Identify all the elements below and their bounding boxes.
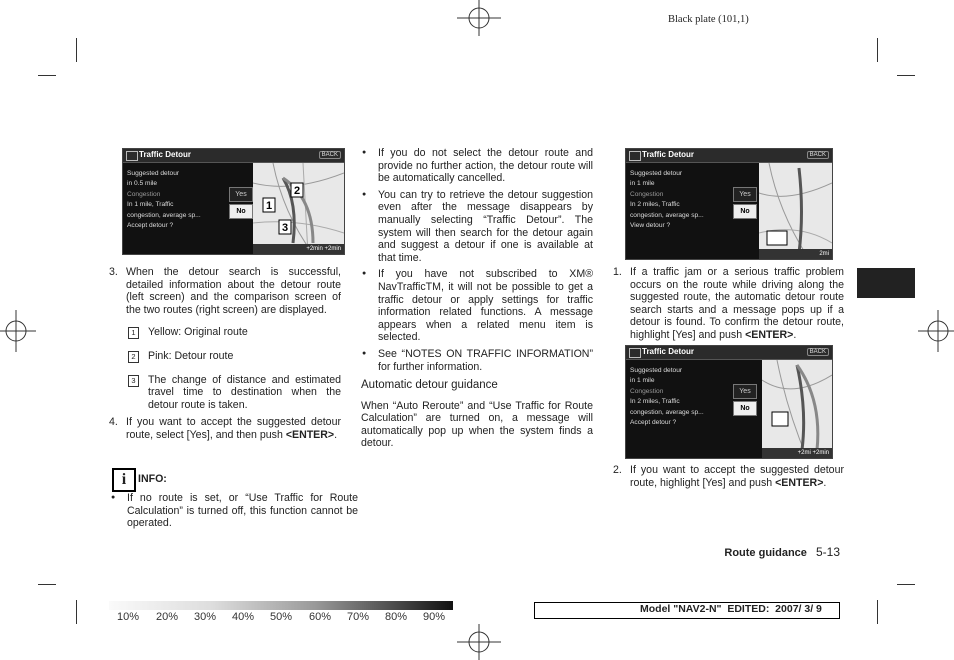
plate-label: Black plate (101,1)	[668, 14, 749, 25]
list-item: ● See “NOTES ON TRAFFIC INFORMATION” for further information.	[361, 348, 593, 373]
running-footer	[700, 545, 840, 559]
middle-column	[361, 147, 593, 450]
crop-mark	[76, 38, 77, 62]
no-button: No	[733, 401, 757, 416]
info-icon: i	[112, 468, 136, 492]
traffic-detour-screen-left	[122, 148, 345, 255]
list-item: 1. If a traffic jam or a serious traffic problem occurs on the route while driving along the suggested route, the automatic detour route search starts and a message pops up if a detour is found. To confirm the detour route, highlight [Yes] and push <ENTER>.	[613, 266, 844, 341]
number-box: 1	[128, 327, 139, 339]
registration-mark-bottom	[452, 620, 506, 660]
back-button: BACK	[319, 151, 341, 159]
info-label: INFO:	[138, 473, 167, 485]
right-column-top	[612, 266, 844, 342]
screen-title: Traffic Detour	[642, 347, 695, 356]
crop-mark	[897, 584, 915, 585]
map-roads	[759, 163, 832, 259]
map-roads	[762, 360, 832, 458]
section-name: Route guidance	[724, 547, 807, 559]
screen-footer: 2mi	[759, 249, 832, 259]
svg-text:2: 2	[294, 185, 301, 197]
back-button: BACK	[807, 348, 829, 356]
section-heading: Automatic detour guidance	[361, 379, 498, 392]
screen-footer: +2min +2min	[253, 244, 344, 254]
map-view	[759, 163, 832, 259]
yes-button: Yes	[229, 187, 253, 202]
registration-mark-top	[452, 0, 506, 40]
list-item: ● If you have not subscribed to XM® NavTrafficTM, it will not be possible to get a traffic detour or apply settings for traffic information related functions. A message appears when a related menu item is selected.	[361, 268, 593, 344]
back-button: BACK	[807, 151, 829, 159]
traffic-detour-screen-top-right	[625, 148, 833, 260]
list-item: 3 The change of distance and estimated travel time to destination when the detour route is taken.	[108, 374, 341, 412]
registration-mark-right	[914, 308, 954, 354]
number-box: 3	[128, 375, 139, 387]
crop-mark	[877, 38, 878, 62]
map-view	[253, 163, 344, 254]
no-button: No	[733, 204, 757, 219]
no-button: No	[229, 204, 253, 219]
crop-mark	[38, 75, 56, 76]
page-number: 5-13	[815, 545, 840, 559]
traffic-detour-screen-bottom-right	[625, 345, 833, 459]
screen-menu-icon	[629, 348, 641, 358]
number-box: 2	[128, 351, 139, 363]
list-item: 4. If you want to accept the suggested detour route, select [Yes], and then push <ENTER>.	[109, 416, 341, 441]
left-column	[108, 266, 341, 442]
screen-title: Traffic Detour	[139, 150, 192, 159]
screen-title: Traffic Detour	[642, 150, 695, 159]
list-item: 2. If you want to accept the suggested detour route, highlight [Yes] and push <ENTER>.	[613, 464, 844, 489]
yes-button: Yes	[733, 384, 757, 399]
screen-message: Suggested detour in 1 mile Congestion In 2 miles, Traffic congestion, average sp... View detour ?	[630, 170, 704, 230]
screen-message: Suggested detour in 0.5 mile Congestion In 1 mile, Traffic congestion, average sp... Accept detour ?	[127, 170, 201, 230]
section-tab	[857, 268, 915, 298]
paragraph: When “Auto Reroute” and “Use Traffic for Route Calculation” are turned on, a message will automatically pop up when the system finds a detour.	[361, 399, 593, 450]
screen-menu-icon	[126, 151, 138, 161]
grayscale-bar	[109, 601, 453, 610]
map-roads	[253, 163, 344, 254]
list-item: ● If you do not select the detour route and provide no further action, the detour route will be automatically cancelled.	[361, 147, 593, 185]
right-column-bottom	[612, 464, 844, 489]
screen-message: Suggested detour in 1 mile Congestion In 2 miles, Traffic congestion, average sp... Accept detour ?	[630, 367, 704, 427]
svg-text:3: 3	[282, 222, 289, 234]
list-item: 3. When the detour search is successful, detailed information about the detour route (left screen) and the comparison screen of the two routes (right screen) are displayed.	[109, 266, 341, 316]
svg-text:1: 1	[266, 200, 273, 212]
screen-menu-icon	[629, 151, 641, 161]
map-view	[762, 360, 832, 458]
yes-button: Yes	[733, 187, 757, 202]
crop-mark	[76, 600, 77, 624]
list-item: 1 Yellow: Original route	[108, 326, 341, 339]
list-item: 2 Pink: Detour route	[108, 350, 341, 363]
screen-footer: +2mi +2min	[762, 448, 832, 458]
crop-mark	[897, 75, 915, 76]
list-item: ● If no route is set, or “Use Traffic for Route Calculation” is turned off, this function cannot be operated.	[110, 492, 358, 530]
screen-title-bar	[123, 149, 344, 163]
list-item: ● You can try to retrieve the detour suggestion even after the message disappears by manually selecting “Traffic Detour”. The system will then search for the detour again and suggest a detour if one is available at that time.	[361, 189, 593, 265]
crop-mark	[877, 600, 878, 624]
crop-mark	[38, 584, 56, 585]
registration-mark-left	[0, 308, 40, 354]
model-edited-label: Model "NAV2-N" EDITED: 2007/ 3/ 9	[640, 603, 822, 615]
